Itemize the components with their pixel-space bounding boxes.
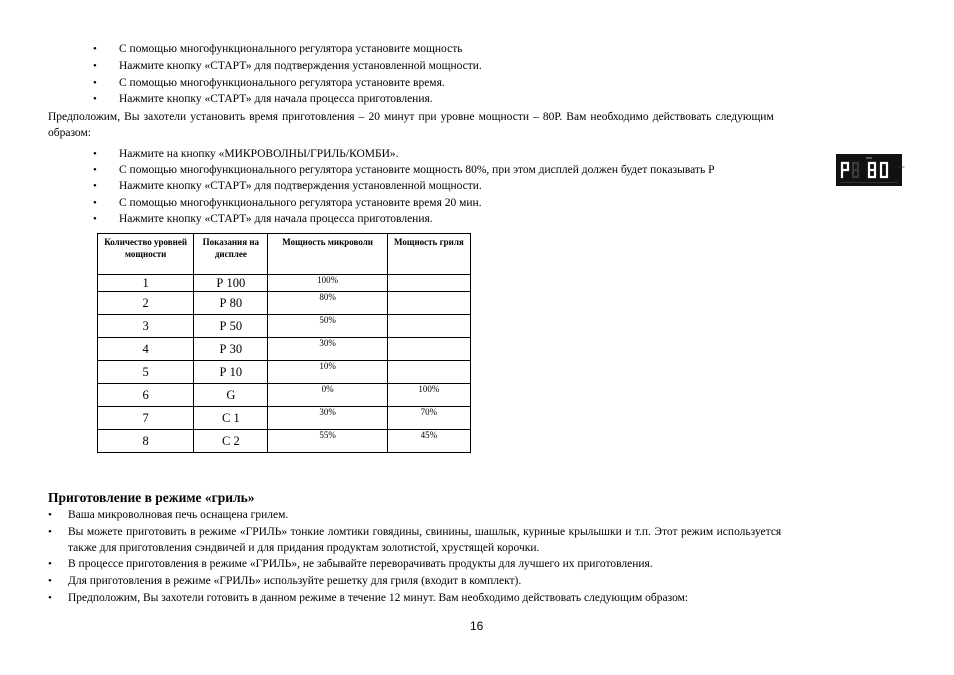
- step-b-5: Нажмите кнопку «СТАРТ» для начала процесса приготовления.: [119, 213, 433, 225]
- step-a-1: С помощью многофункционального регулятора установите мощность: [119, 43, 463, 55]
- example-paragraph-line2: образом:: [48, 127, 91, 139]
- bullet-marker: •: [93, 213, 97, 225]
- bullet-marker: •: [93, 60, 97, 72]
- grill-bullet-2-line2: также для приготовления сэндвичей и для придания продуктам золотистой, хрустящей корочки.: [68, 542, 540, 554]
- step-a-2: Нажмите кнопку «СТАРТ» для подтверждения установленной мощности.: [119, 60, 482, 72]
- cell-microwave: 0%: [268, 384, 387, 407]
- cell-grill: [387, 338, 470, 361]
- power-levels-table: [97, 233, 471, 453]
- bullet-marker: •: [48, 575, 52, 587]
- header-microwave-power: Мощность микроволи: [268, 234, 387, 275]
- bullet-marker: •: [93, 77, 97, 89]
- cell-grill: [387, 275, 470, 292]
- cell-level: 2: [98, 292, 194, 315]
- header-grill-power: Мощность гриля: [387, 234, 470, 275]
- cell-display: Р 10: [194, 361, 268, 384]
- bullet-marker: •: [93, 164, 97, 176]
- bullet-marker: •: [48, 592, 52, 604]
- cell-grill: [387, 315, 470, 338]
- cell-display: Р 50: [194, 315, 268, 338]
- bullet-marker: •: [93, 180, 97, 192]
- step-b-2: С помощью многофункционального регулятора установите мощность 80%, при этом дисплей должен будет показывать Р: [119, 164, 715, 176]
- table-row: [98, 384, 471, 407]
- cell-display: С 1: [194, 407, 268, 430]
- cell-level: 4: [98, 338, 194, 361]
- bullet-marker: •: [93, 197, 97, 209]
- table-header-row: [98, 234, 471, 275]
- table-row: [98, 315, 471, 338]
- step-a-3: С помощью многофункционального регулятора установите время.: [119, 77, 445, 89]
- grill-bullet-4: Для приготовления в режиме «ГРИЛЬ» используйте решетку для гриля (входит в комплект).: [68, 575, 522, 587]
- grill-bullet-2-line1: Вы можете приготовить в режиме «ГРИЛЬ» тонкие ломтики говядины, свинины, шашлык, куриные крылышки и т.п. Этот режим используется: [68, 526, 782, 538]
- page-number: 16: [470, 619, 484, 633]
- cell-grill: [387, 292, 470, 315]
- step-b-4: С помощью многофункционального регулятора установите время 20 мин.: [119, 197, 482, 209]
- header-display: Показания на дисплее: [194, 234, 268, 275]
- cell-microwave: 10%: [268, 361, 387, 384]
- cell-grill: 100%: [387, 384, 470, 407]
- bullet-marker: •: [48, 509, 52, 521]
- bullet-marker: •: [93, 148, 97, 160]
- step-a-4: Нажмите кнопку «СТАРТ» для начала процесса приготовления.: [119, 93, 433, 105]
- grill-bullet-5: Предположим, Вы захотели готовить в данном режиме в течение 12 минут. Вам необходимо действовать следующим образом:: [68, 592, 689, 604]
- cell-display: Р 30: [194, 338, 268, 361]
- cell-display: Р 80: [194, 292, 268, 315]
- cell-level: 7: [98, 407, 194, 430]
- cell-level: 6: [98, 384, 194, 407]
- bullet-marker: •: [48, 558, 52, 570]
- grill-bullet-3: В процессе приготовления в режиме «ГРИЛЬ», не забывайте переворачивать продукты для лучшего их приготовления.: [68, 558, 653, 570]
- cell-display: Р 100: [194, 275, 268, 292]
- table-row: [98, 275, 471, 292]
- cell-grill: [387, 361, 470, 384]
- cell-grill: 70%: [387, 407, 470, 430]
- cell-grill: 45%: [387, 430, 470, 453]
- table-row: [98, 292, 471, 315]
- cell-microwave: 50%: [268, 315, 387, 338]
- cell-display: С 2: [194, 430, 268, 453]
- cell-microwave: 55%: [268, 430, 387, 453]
- cell-level: 8: [98, 430, 194, 453]
- cell-microwave: 30%: [268, 407, 387, 430]
- cell-microwave: 30%: [268, 338, 387, 361]
- cell-level: 5: [98, 361, 194, 384]
- cell-display: G: [194, 384, 268, 407]
- bullet-marker: •: [93, 93, 97, 105]
- cell-level: 1: [98, 275, 194, 292]
- table-row: [98, 361, 471, 384]
- cell-microwave: 80%: [268, 292, 387, 315]
- header-levels: Количество уровней мощности: [98, 234, 194, 275]
- step-b-3: Нажмите кнопку «СТАРТ» для подтверждения установленной мощности.: [119, 180, 482, 192]
- step-b-1: Нажмите на кнопку «МИКРОВОЛНЫ/ГРИЛЬ/КОМБИ».: [119, 148, 399, 160]
- section-title-grill: Приготовление в режиме «гриль»: [48, 490, 255, 505]
- bullet-marker: •: [48, 526, 52, 538]
- example-paragraph-line1: Предположим, Вы захотели установить время приготовления – 20 минут при уровне мощности – 80Р. Вам необходимо действовать следующим: [48, 111, 774, 123]
- cell-microwave: 100%: [268, 275, 387, 292]
- table-row: [98, 407, 471, 430]
- table-row: [98, 430, 471, 453]
- display-readout-text: P 80: [898, 165, 905, 169]
- bullet-marker: •: [93, 43, 97, 55]
- cell-level: 3: [98, 315, 194, 338]
- led-display-image: [836, 154, 905, 186]
- table-row: [98, 338, 471, 361]
- grill-bullet-1: Ваша микроволновая печь оснащена грилем.: [68, 509, 289, 521]
